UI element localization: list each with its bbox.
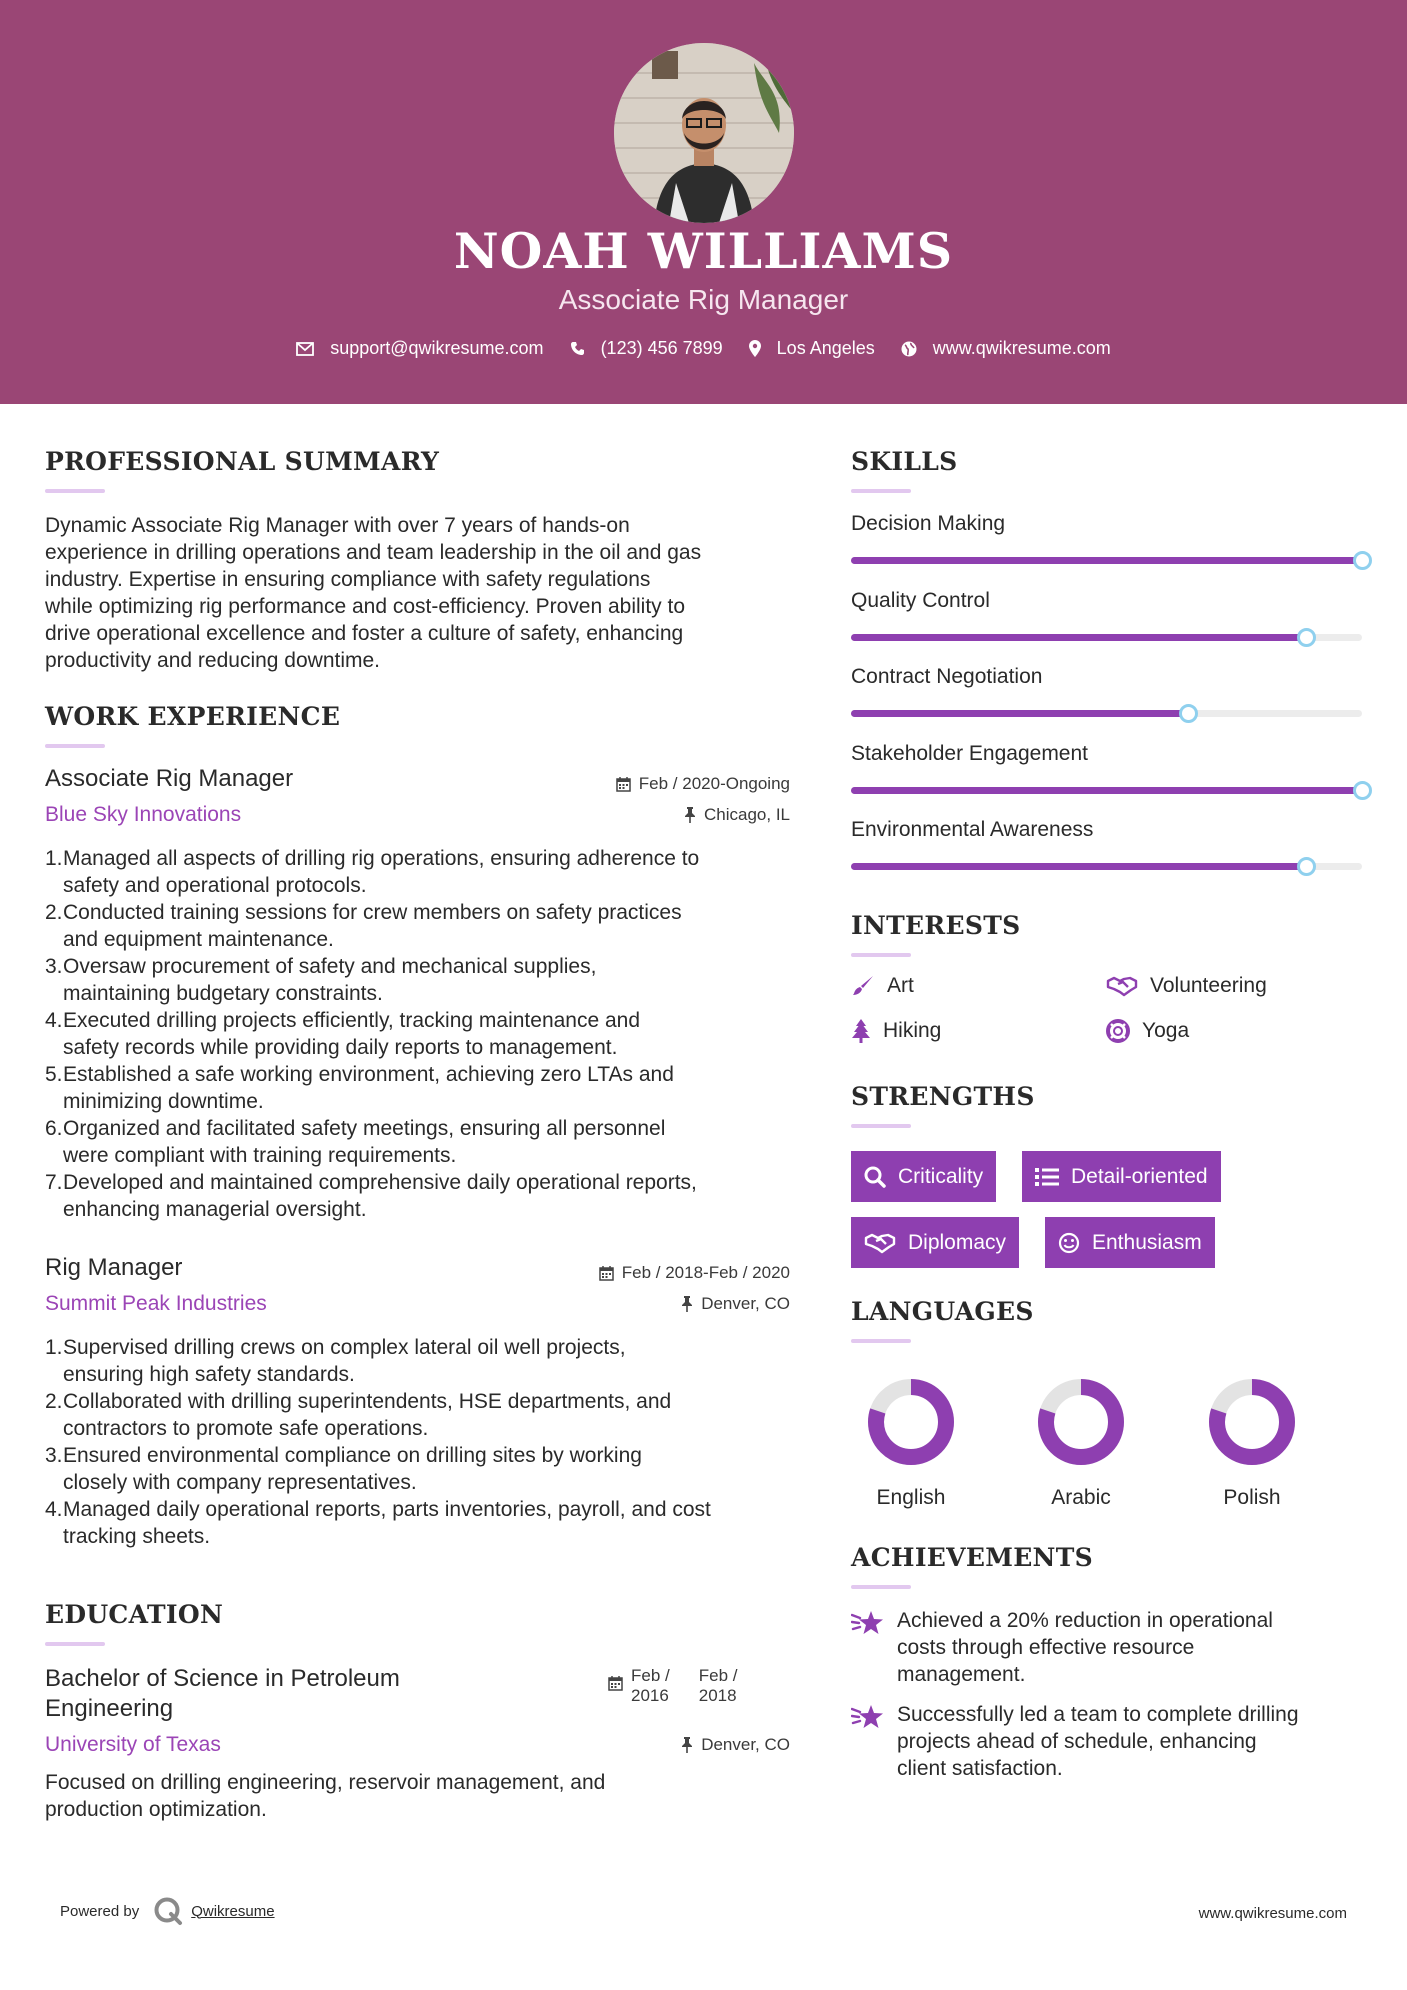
shooting-star-icon [851,1609,885,1637]
contact-bar [0,338,1407,359]
contact-website-text: www.qwikresume.com [932,338,1111,358]
list-item-line: Ensured environmental compliance on drilling sites by working [63,1444,642,1467]
job-date [599,1263,790,1283]
list-item-line: safety records while providing daily reports to management. [63,1036,618,1059]
list-item: 6. Organized and facilitated safety meetings, ensuring all personnel were compliant with training requirements. [45,1115,815,1169]
education-desc-line: production optimization. [45,1798,267,1821]
job-company: Blue Sky Innovations [45,803,242,826]
contact-phone-text: (123) 456 7899 [600,338,723,358]
handshake-icon [1106,975,1138,997]
interest-item-yoga [1106,1019,1189,1043]
education-location-text: Denver, CO [701,1735,790,1754]
achievement-text [897,1607,1273,1688]
skill-label: Contract Negotiation [851,665,1043,688]
pushpin-icon [684,807,696,823]
interests-heading: INTERESTS [851,911,1021,940]
list-item-line: Executed drilling projects efficiently, tracking maintenance and [63,1009,641,1032]
skill-level-knob [1353,551,1372,570]
map-pin-icon [749,340,761,357]
skill-bar-track [851,557,1362,564]
list-item-line: minimizing downtime. [63,1090,264,1113]
education-heading: EDUCATION [45,1600,224,1629]
job-date [616,774,790,794]
list-item: 3. Oversaw procurement of safety and mechanical supplies, maintaining budgetary constraints. [45,953,815,1007]
pushpin-icon [681,1737,693,1753]
achievement-line: Successfully led a team to complete drilling [897,1703,1299,1726]
skill-bar-fill [851,557,1362,564]
language-item [1202,1372,1302,1510]
list-item-line: Organized and facilitated safety meetings, ensuring all personnel [63,1117,666,1140]
summary-line: while optimizing rig performance and cost-efficiency. Proven ability to [45,595,686,618]
calendar-icon [608,1676,623,1691]
date-part: 2016 [631,1686,669,1705]
achievement-line: client satisfaction. [897,1757,1063,1780]
work-heading: WORK EXPERIENCE [45,702,341,731]
languages-underline [851,1339,911,1343]
job-title: Rig Manager [45,1254,183,1281]
achievement-text [897,1701,1299,1782]
language-label: Arabic [1051,1486,1111,1509]
education-desc-line: Focused on drilling engineering, reservoir management, and [45,1771,606,1794]
list-item-line: Supervised drilling crews on complex lateral oil well projects, [63,1336,626,1359]
language-item [861,1372,961,1510]
list-item-line: and equipment maintenance. [63,928,334,951]
summary-line: Dynamic Associate Rig Manager with over 7 years of hands-on [45,514,630,537]
paintbrush-icon [851,974,875,998]
interest-label: Hiking [883,1019,942,1042]
language-item [1031,1372,1131,1510]
summary-heading: PROFESSIONAL SUMMARY [45,447,440,476]
contact-location-text: Los Angeles [776,338,875,358]
strength-label: Criticality [898,1164,984,1188]
list-item: 7. Developed and maintained comprehensive daily operational reports, enhancing managerial oversight. [45,1169,815,1223]
education-end-date [698,1666,738,1706]
profile-photo [614,43,794,223]
skill-bar-track [851,863,1362,870]
strengths-underline [851,1124,911,1128]
language-donut [1031,1372,1131,1472]
degree-title [45,1664,400,1724]
phone-icon [570,341,585,356]
skills-heading: SKILLS [851,447,958,476]
summary-line: industry. Expertise in ensuring compliance with safety regulations [45,568,651,591]
powered-by-text: Powered by [60,1902,140,1920]
date-part: 2018 [698,1686,737,1705]
list-item: 1. Supervised drilling crews on complex lateral oil well projects, ensuring high safety standards. [45,1334,815,1388]
education-description [45,1769,805,1823]
language-label: Polish [1223,1486,1281,1509]
interest-item-volunteering [1106,974,1267,998]
resume-header [0,0,1407,404]
achievements-underline [851,1585,911,1589]
degree-line: Bachelor of Science in Petroleum [45,1665,400,1692]
interest-label: Art [887,974,914,997]
list-item-line: Established a safe working environment, achieving zero LTAs and [63,1063,674,1086]
candidate-name: NOAH WILLIAMS [453,222,954,280]
achievement-line: management. [897,1663,1026,1686]
list-item: 1. Managed all aspects of drilling rig operations, ensuring adherence to safety and operational protocols. [45,845,815,899]
language-donut [861,1372,961,1472]
summary-line: drive operational excellence and foster a culture of safety, enhancing [45,622,684,645]
interest-item-art [851,974,914,998]
list-item-line: Managed all aspects of drilling rig operations, ensuring adherence to [63,847,700,870]
list-item-line: enhancing managerial oversight. [63,1198,367,1221]
skill-bar-fill [851,710,1188,717]
list-item-line: Conducted training sessions for crew members on safety practices [63,901,682,924]
contact-email[interactable] [296,338,543,359]
interest-label: Volunteering [1150,974,1267,997]
tree-icon [851,1019,871,1043]
achievement-line: projects ahead of schedule, enhancing [897,1730,1257,1753]
list-item: 4. Executed drilling projects efficiently, tracking maintenance and safety records while providing daily reports to management. [45,1007,815,1061]
achievements-heading: ACHIEVEMENTS [851,1543,1093,1572]
list-item-line: Developed and maintained comprehensive daily operational reports, [63,1171,697,1194]
list-item-line: contractors to promote safe operations. [63,1417,429,1440]
contact-phone[interactable] [570,338,723,359]
skill-level-knob [1179,704,1198,723]
strength-label: Detail-oriented [1071,1164,1208,1188]
skills-underline [851,489,911,493]
qwikresume-link[interactable]: Qwikresume [191,1902,275,1920]
shooting-star-icon [851,1703,885,1731]
footer-website[interactable]: www.qwikresume.com [1198,1905,1347,1922]
strength-badge [851,1151,996,1202]
summary-underline [45,489,105,493]
job-duties-list [45,1334,815,1550]
education-start-date [631,1666,670,1706]
interest-item-hiking [851,1019,941,1043]
languages-heading: LANGUAGES [851,1297,1034,1326]
list-item-line: safety and operational protocols. [63,874,367,897]
list-item: 4. Managed daily operational reports, parts inventories, payroll, and cost tracking sheets. [45,1496,815,1550]
achievement-line: costs through effective resource [897,1636,1195,1659]
calendar-icon [599,1266,614,1281]
skill-level-knob [1297,857,1316,876]
candidate-title: Associate Rig Manager [558,284,849,315]
language-label: English [876,1486,946,1509]
list-item: 2. Collaborated with drilling superintendents, HSE departments, and contractors to promote safe operations. [45,1388,815,1442]
strength-badge [851,1217,1019,1268]
job-duties-list [45,845,815,1223]
contact-website[interactable] [901,338,1111,359]
education-dates [608,1666,738,1706]
skill-bar-track [851,787,1362,794]
skill-label: Quality Control [851,589,990,612]
list-item: 2. Conducted training sessions for crew members on safety practices and equipment maintenance. [45,899,815,953]
list-item-line: were compliant with training requirements. [63,1144,457,1167]
strength-label: Diplomacy [908,1230,1007,1254]
search-icon [864,1166,886,1188]
education-location [681,1735,790,1755]
school-name: University of Texas [45,1733,221,1756]
list-item-line: Collaborated with drilling superintendents, HSE departments, and [63,1390,672,1413]
list-item-line: Managed daily operational reports, parts inventories, payroll, and cost [63,1498,711,1521]
pushpin-icon [681,1296,693,1312]
interest-label: Yoga [1142,1019,1190,1042]
skill-label: Environmental Awareness [851,818,1094,841]
envelope-icon [296,342,314,356]
job-location [681,1294,790,1314]
achievement-line: Achieved a 20% reduction in operational [897,1609,1273,1632]
contact-location [749,338,875,359]
strengths-heading: STRENGTHS [851,1082,1035,1111]
qwikresume-logo-icon [153,1896,183,1926]
smile-icon [1058,1232,1080,1254]
date-part: Feb / [631,1666,670,1685]
list-item-line: tracking sheets. [63,1525,211,1548]
summary-line: productivity and reducing downtime. [45,649,381,672]
summary-text [45,512,805,674]
job-location [684,805,790,825]
strength-badge [1022,1151,1221,1202]
summary-line: experience in drilling operations and team leadership in the oil and gas [45,541,702,564]
skill-bar-fill [851,863,1306,870]
job-date-text: Feb / 2018-Feb / 2020 [621,1263,790,1282]
interests-underline [851,953,911,957]
skill-level-knob [1353,781,1372,800]
calendar-icon [616,777,631,792]
achievement-item [851,1701,1299,1782]
work-underline [45,744,105,748]
skill-bar-track [851,710,1362,717]
list-item-line: maintaining budgetary constraints. [63,982,383,1005]
job-location-text: Chicago, IL [704,805,790,824]
date-part: Feb / [698,1666,738,1685]
skill-bar-fill [851,787,1362,794]
list-item: 3. Ensured environmental compliance on drilling sites by working closely with company representatives. [45,1442,815,1496]
skill-label: Decision Making [851,512,1006,535]
list-item-line: closely with company representatives. [63,1471,417,1494]
achievement-item [851,1607,1273,1688]
footer-powered-by [60,1896,275,1926]
language-donut [1202,1372,1302,1472]
globe-icon [901,341,917,357]
skill-bar-fill [851,634,1306,641]
job-location-text: Denver, CO [701,1294,790,1313]
strength-badge [1045,1217,1215,1268]
job-date-text: Feb / 2020-Ongoing [638,774,790,793]
list-item-line: Oversaw procurement of safety and mechanical supplies, [63,955,597,978]
degree-line: Engineering [45,1695,174,1722]
skill-level-knob [1297,628,1316,647]
list-item-line: ensuring high safety standards. [63,1363,355,1386]
handshake-icon [864,1232,896,1254]
job-company: Summit Peak Industries [45,1292,267,1315]
skill-label: Stakeholder Engagement [851,742,1088,765]
job-title: Associate Rig Manager [45,765,294,792]
contact-email-text: support@qwikresume.com [330,338,544,358]
strength-label: Enthusiasm [1092,1230,1202,1254]
skill-bar-track [851,634,1362,641]
education-underline [45,1642,105,1646]
list-icon [1035,1167,1059,1187]
lifebuoy-icon [1106,1019,1130,1043]
list-item: 5. Established a safe working environment, achieving zero LTAs and minimizing downtime. [45,1061,815,1115]
